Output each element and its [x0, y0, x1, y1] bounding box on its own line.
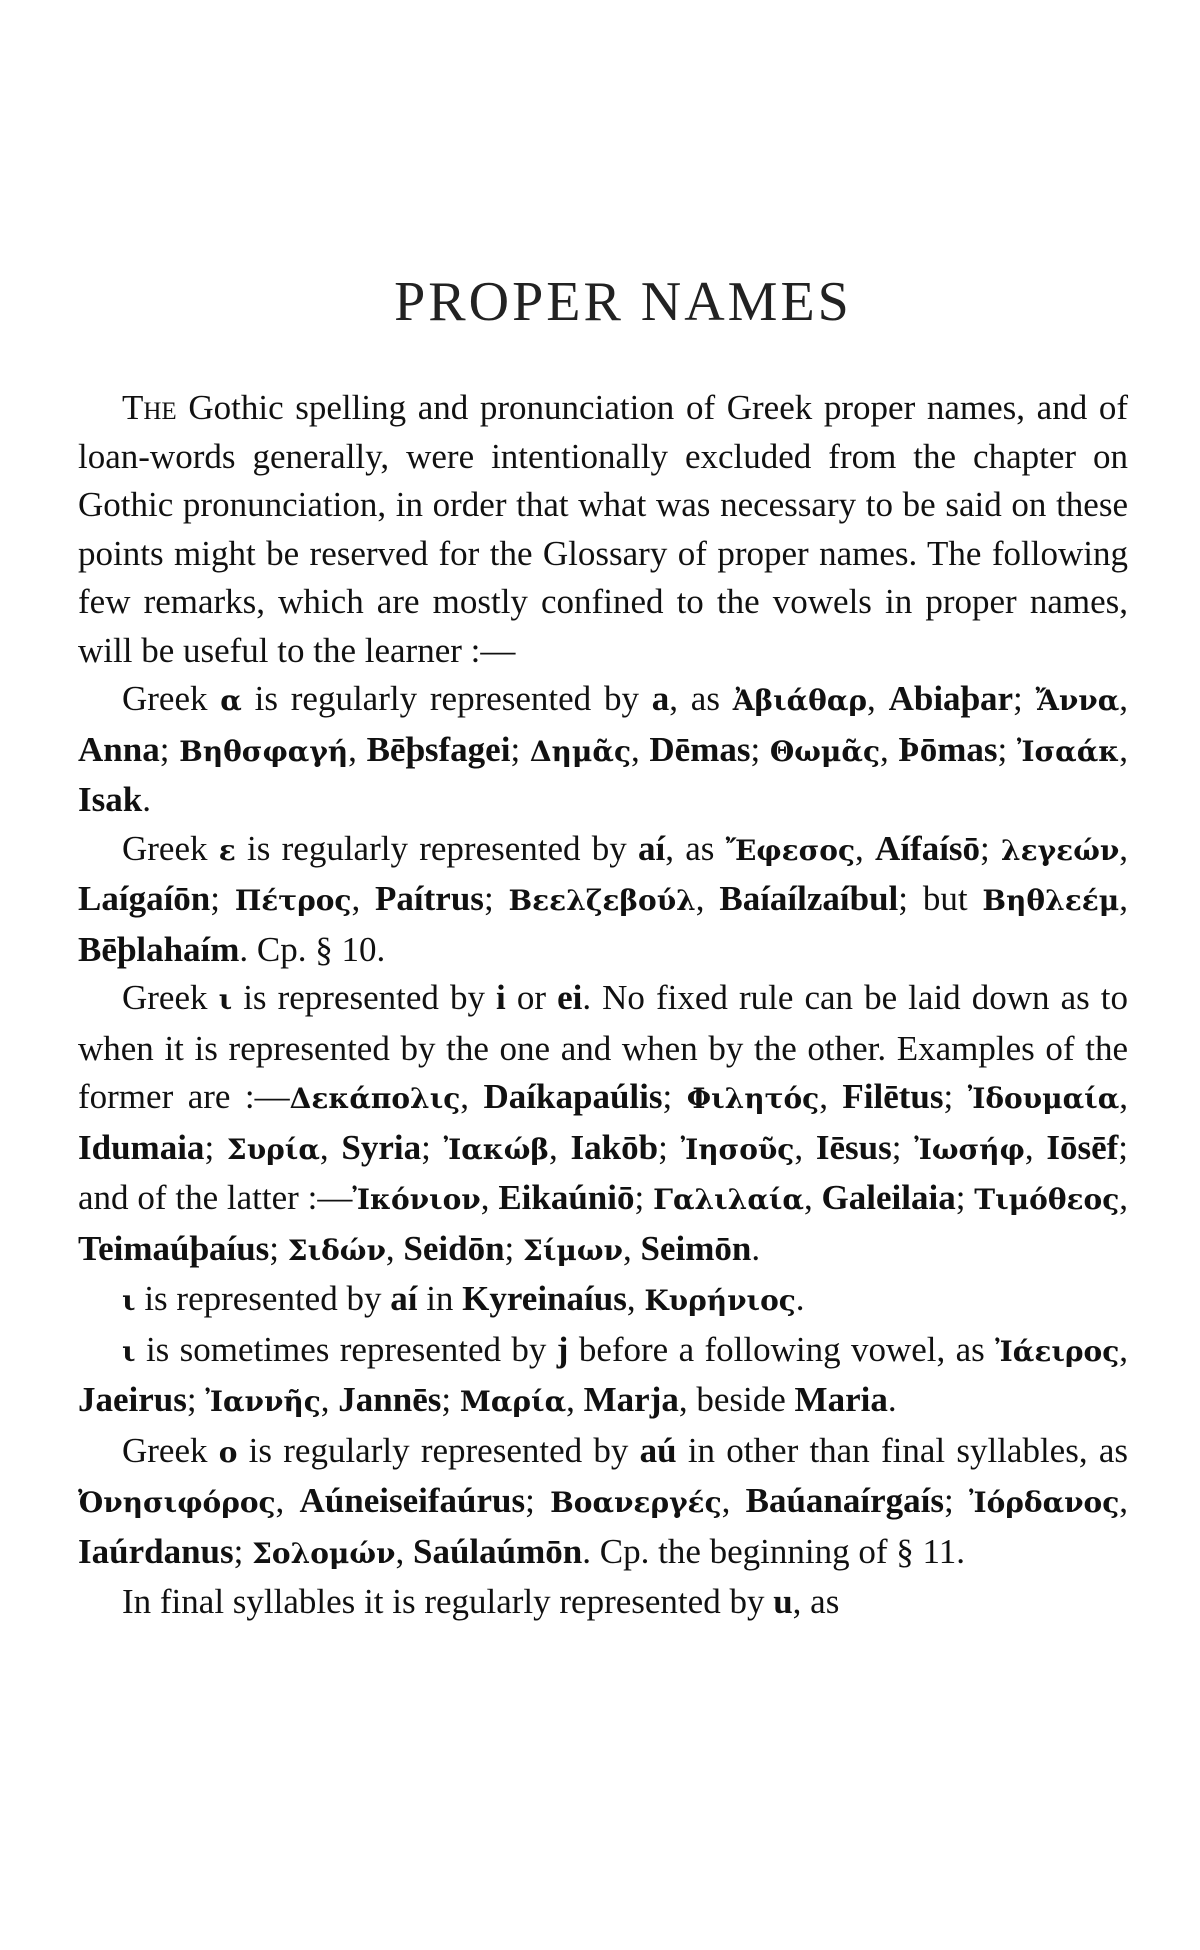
gothic-term: Bēþsfagei: [366, 729, 511, 769]
text-run: ,: [351, 879, 376, 918]
gothic-term: j: [556, 1329, 569, 1369]
text-run: is regularly represented by: [241, 679, 652, 718]
text-run: ;: [210, 879, 235, 918]
text-run: ;: [525, 1481, 551, 1520]
paragraph: [78, 825, 1128, 975]
greek-term: ι: [218, 983, 233, 1016]
paragraph: [78, 675, 1128, 825]
text-run: ,: [1119, 828, 1129, 868]
greek-term: Σιδών: [287, 1233, 386, 1267]
gothic-term: Jaeirus: [78, 1380, 187, 1419]
text-run: ,: [395, 1531, 413, 1571]
text-run: ;: [1013, 679, 1036, 718]
text-run: ,: [1119, 1077, 1128, 1116]
gothic-term: Maria: [794, 1380, 888, 1419]
greek-term: α: [220, 684, 242, 717]
text-run: ;: [891, 1127, 915, 1167]
text-run: ,: [794, 1127, 816, 1167]
gothic-term: aí: [390, 1279, 418, 1318]
greek-term: Βεελζεβούλ: [508, 884, 696, 917]
gothic-term: Abiaþar: [888, 679, 1014, 718]
text-run: ,: [319, 1127, 342, 1167]
text-run: in: [417, 1279, 463, 1318]
text-run: ;: [658, 1127, 681, 1167]
greek-term: Ἔφεσος: [725, 833, 856, 867]
text-run: is regularly represented by: [235, 828, 639, 868]
text-run: ; but: [898, 879, 983, 918]
text-run: Gothic spelling and pronunciation of Greek proper names, and of loan-words generally, were intentionally excluded from the chapter on Gothic pronunciation, in order that what was necessary to be said on these points might be reserved for the Glossary of proper names. The following few remarks, which are mostly confined to the vowels in proper names, will be useful to the learner :—: [78, 388, 1128, 670]
gothic-term: Marja: [583, 1380, 679, 1419]
gothic-term: Saúlaúmōn: [413, 1531, 583, 1571]
text-run: , as: [669, 679, 733, 718]
greek-term: Ἰδουμαία: [967, 1082, 1120, 1115]
text-run: ;: [943, 1077, 968, 1116]
text-run: Greek: [122, 978, 219, 1017]
text-run: ;: [944, 1481, 969, 1520]
greek-term: Ἰάειρος: [995, 1334, 1120, 1368]
gothic-term: Iōsēf: [1046, 1127, 1119, 1167]
greek-term: Κυρήνιος: [644, 1284, 796, 1317]
text-run: ,: [275, 1481, 300, 1520]
text-run: ,: [626, 1279, 645, 1318]
greek-term: ε: [218, 833, 236, 867]
text-run: ;: [441, 1380, 460, 1419]
greek-term: Ἰαννῆς: [205, 1385, 321, 1418]
paragraph: [78, 1275, 1128, 1326]
text-run: ,: [385, 1228, 404, 1268]
gothic-term: aú: [639, 1430, 677, 1470]
gothic-term: Galeilaia: [821, 1178, 956, 1217]
text-run: ,: [1119, 1178, 1128, 1217]
page-title: PROPER NAMES: [394, 271, 852, 333]
greek-term: Ἰησοῦς: [680, 1132, 795, 1166]
text-run: ;: [421, 1127, 444, 1167]
gothic-term: Aúneiseifaúrus: [299, 1481, 526, 1520]
greek-term: Σολομών: [252, 1536, 396, 1570]
text-run: ,: [880, 729, 899, 769]
text-run: is regularly represented by: [237, 1430, 640, 1470]
text-run: ,: [320, 1380, 339, 1419]
text-run: ,: [1119, 729, 1129, 769]
text-run: ;: [997, 729, 1017, 769]
greek-term: Ἀβιάθαρ: [732, 684, 868, 717]
text-run: ,: [460, 1077, 484, 1116]
text-run: .: [795, 1279, 805, 1318]
greek-term: Ἰόρδανος: [968, 1486, 1120, 1519]
greek-term: ο: [218, 1435, 238, 1469]
gothic-term: Iēsus: [815, 1127, 892, 1167]
text-run: ,: [348, 729, 367, 769]
greek-term: Ἄννα: [1035, 684, 1120, 717]
greek-term: Σίμων: [523, 1233, 623, 1267]
text-run: ,: [480, 1178, 499, 1217]
gothic-term: ei: [557, 978, 583, 1017]
gothic-term: Syria: [341, 1127, 422, 1167]
text-run: .: [887, 1380, 897, 1419]
text-run: ;: [634, 1178, 654, 1217]
text-run: ,: [1119, 679, 1128, 718]
text-run: ;: [233, 1531, 253, 1571]
text-run: , as: [665, 828, 726, 868]
text-run: Greek: [122, 679, 221, 718]
text-run: . Cp. § 10.: [239, 929, 386, 969]
text-run: ,: [819, 1077, 843, 1116]
text-run: or: [505, 978, 558, 1017]
greek-term: Βηθλεέμ: [982, 884, 1120, 917]
greek-term: Ἰακώβ: [443, 1132, 550, 1166]
text-run: ;: [204, 1127, 227, 1167]
gothic-term: a: [651, 679, 670, 718]
gothic-term: Aífaísō: [875, 828, 981, 868]
greek-term: ι: [122, 1284, 136, 1317]
text-run: is represented by: [232, 978, 497, 1017]
gothic-term: Seidōn: [403, 1228, 505, 1268]
greek-term: ι: [122, 1334, 136, 1368]
small-caps-text: The: [122, 388, 177, 427]
text-run: ,: [622, 1228, 641, 1268]
greek-term: Βηθσφαγή: [179, 734, 349, 768]
text-run: ,: [1024, 1127, 1047, 1167]
text-run: ,: [1119, 879, 1128, 918]
gothic-term: Eikaúniō: [498, 1178, 635, 1217]
text-run: ,: [855, 828, 876, 868]
gothic-term: Jannēs: [338, 1380, 442, 1419]
gothic-term: Baúanaírgaís: [745, 1481, 945, 1520]
gothic-term: Kyreinaíus: [462, 1279, 627, 1318]
greek-term: Ἰκόνιον: [352, 1183, 481, 1216]
text-run: ;: [510, 729, 530, 769]
greek-term: Θωμᾶς: [769, 734, 880, 768]
text-run: ;: [662, 1077, 687, 1116]
gothic-term: Þōmas: [898, 729, 998, 769]
paragraph: [78, 1578, 1128, 1627]
paragraph: [78, 384, 1128, 675]
text-run: ;: [504, 1228, 524, 1268]
greek-term: Δεκάπολις: [289, 1082, 461, 1115]
greek-term: Συρία: [226, 1132, 320, 1166]
gothic-term: Bēþlahaím: [78, 929, 240, 969]
paragraph: [78, 974, 1128, 1275]
greek-term: λεγεών: [1001, 833, 1120, 867]
greek-term: Ὀνησιφόρος: [78, 1486, 276, 1519]
text-run: .: [142, 780, 151, 819]
text-run: ;: [980, 828, 1002, 868]
text-run: Greek: [122, 1430, 219, 1470]
greek-term: Πέτρος: [234, 884, 352, 917]
text-run: in other than final syllables, as: [676, 1430, 1128, 1470]
text-run: ,: [549, 1127, 571, 1167]
text-run: ,: [695, 879, 720, 918]
text-run: .: [751, 1228, 761, 1268]
text-run: , beside: [678, 1380, 795, 1419]
gothic-term: Iakōb: [570, 1127, 659, 1167]
greek-term: Ἰωσήφ: [914, 1132, 1025, 1166]
text-run: ,: [631, 729, 650, 769]
text-run: ; and of the latter :—: [78, 1127, 1129, 1217]
gothic-term: u: [773, 1582, 793, 1621]
gothic-term: Isak: [78, 780, 143, 819]
gothic-term: Idumaia: [78, 1127, 205, 1167]
greek-term: Βοανεργές: [550, 1486, 722, 1519]
gothic-term: Seimōn: [640, 1228, 752, 1268]
gothic-term: Teimaúþaíus: [78, 1228, 270, 1268]
text-run: . Cp. the beginning of § 11.: [582, 1531, 965, 1571]
text-run: is sometimes represented by: [135, 1329, 557, 1369]
greek-term: Μαρία: [459, 1385, 567, 1418]
text-run: ;: [750, 729, 770, 769]
text-run: ,: [721, 1481, 746, 1520]
text-run: ,: [803, 1178, 822, 1217]
text-run: ,: [1119, 1329, 1128, 1369]
gothic-term: i: [496, 978, 506, 1017]
text-run: is represented by: [135, 1279, 391, 1318]
text-run: ,: [566, 1380, 584, 1419]
paragraph: [78, 1326, 1128, 1427]
gothic-term: Paítrus: [375, 879, 484, 918]
text-run: ;: [159, 729, 180, 769]
gothic-term: Daíkapaúlis: [483, 1077, 663, 1116]
gothic-term: Baíaílzaíbul: [719, 879, 899, 918]
gothic-term: Filētus: [842, 1077, 944, 1116]
text-run: In final syllables it is regularly represented by: [122, 1582, 774, 1621]
gothic-term: Anna: [78, 729, 160, 769]
gothic-term: Dēmas: [649, 729, 751, 769]
text-run: ;: [955, 1178, 975, 1217]
text-run: ;: [269, 1228, 288, 1268]
text-run: Greek: [122, 828, 219, 868]
gothic-term: aí: [638, 828, 666, 868]
text-run: ,: [867, 679, 889, 718]
greek-term: Γαλιλαία: [653, 1183, 804, 1216]
greek-term: Δημᾶς: [529, 734, 631, 768]
text-run: before a following vowel, as: [568, 1329, 996, 1369]
text-run: ;: [186, 1380, 206, 1419]
body-text: [78, 384, 1128, 1627]
greek-term: Φιλητός: [686, 1082, 820, 1115]
gothic-term: Laígaíōn: [78, 879, 211, 918]
page: [78, 0, 1128, 1627]
greek-term: Τιμόθεος: [974, 1183, 1120, 1216]
text-run: ,: [1119, 1481, 1129, 1520]
paragraph: [78, 1427, 1128, 1579]
text-run: . No fixed rule can be laid down as to when it is represented by the one and when by the other. Examples of the former are :—: [78, 978, 1129, 1116]
text-run: , as: [792, 1582, 840, 1621]
greek-term: Ἰσαάκ: [1016, 734, 1120, 768]
gothic-term: Iaúrdanus: [78, 1531, 234, 1571]
text-run: ;: [483, 879, 509, 918]
